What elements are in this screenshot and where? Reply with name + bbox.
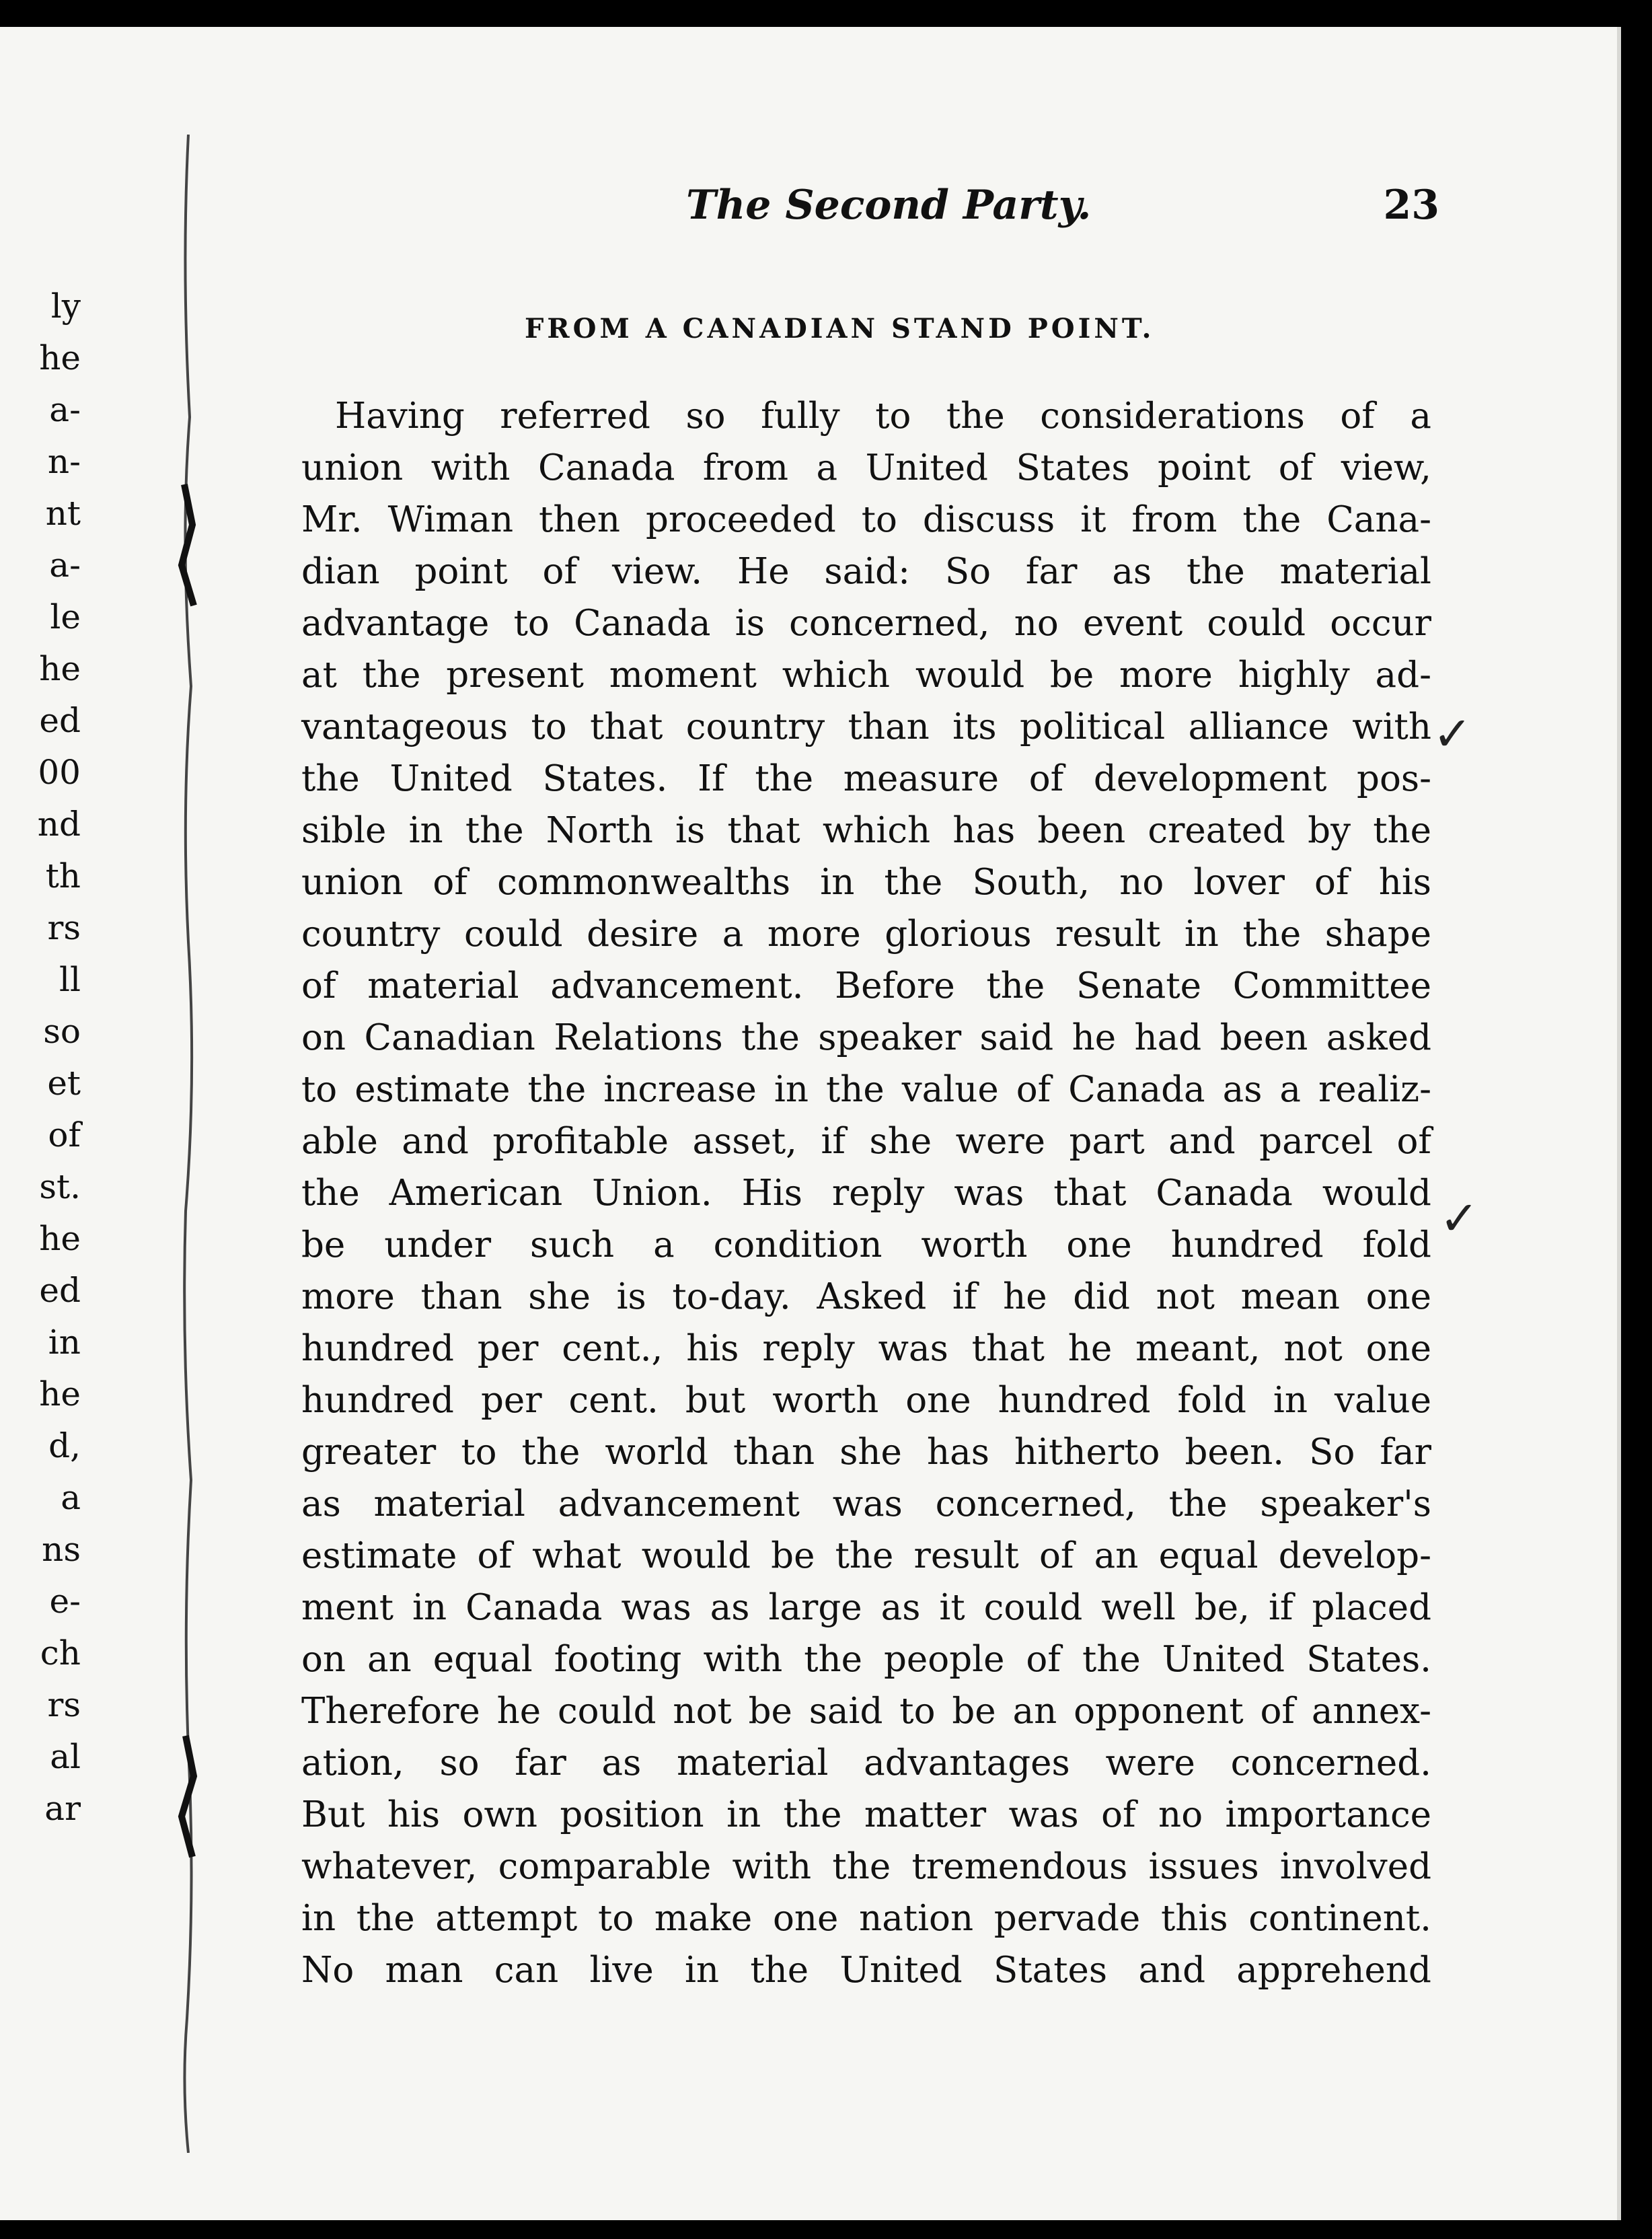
text-line: dian point of view. He said: So far as the material <box>301 551 1431 592</box>
facing-page-fragment: he <box>39 338 81 377</box>
text-line: at the present moment which would be more highly ad- <box>301 655 1431 696</box>
text-line: Having referred so fully to the considerations of a <box>335 396 1431 437</box>
facing-page-fragment: al <box>50 1737 81 1776</box>
text-line: estimate of what would be the result of an equal develop- <box>301 1535 1431 1576</box>
facing-page-fragment: he <box>39 1219 81 1258</box>
text-line: Therefore he could not be said to be an opponent of annex- <box>301 1691 1431 1732</box>
facing-page-fragment: of <box>48 1115 81 1154</box>
text-line: more than she is to-day. Asked if he did not mean one <box>301 1276 1431 1317</box>
text-line: ation, so far as material advantages were concerned. <box>301 1742 1431 1784</box>
text-line: be under such a condition worth one hundred fold <box>301 1224 1431 1265</box>
text-line: union with Canada from a United States point of view, <box>301 447 1431 488</box>
facing-page-fragment: so <box>43 1012 81 1051</box>
facing-page-fragment: a- <box>49 390 81 429</box>
facing-page-fragment: n- <box>47 442 81 481</box>
facing-page-fragment: he <box>39 649 81 688</box>
text-line: union of commonwealths in the South, no lover of his <box>301 862 1431 903</box>
facing-page-fragment: rs <box>47 908 81 947</box>
facing-page-fragment: le <box>50 597 81 636</box>
margin-check-mark: ✓ <box>1439 1191 1479 1246</box>
facing-page-fragment: ed <box>39 701 81 740</box>
text-line: ment in Canada was as large as it could well be, if placed <box>301 1587 1431 1628</box>
text-line: able and profitable asset, if she were part and parcel of <box>301 1121 1431 1162</box>
text-line: of material advancement. Before the Senate Committee <box>301 965 1431 1006</box>
text-line: hundred per cent., his reply was that he meant, not one <box>301 1328 1431 1369</box>
section-title: FROM A CANADIAN STAND POINT. <box>525 313 1155 344</box>
text-line: sible in the North is that which has been created by the <box>301 810 1431 851</box>
text-line: on an equal footing with the people of the United States. <box>301 1639 1431 1680</box>
text-line: on Canadian Relations the speaker said he had been asked <box>301 1017 1431 1058</box>
facing-page-fragment: he <box>39 1374 81 1414</box>
facing-page-fragment: rs <box>47 1685 81 1724</box>
facing-page-fragment: ar <box>44 1789 81 1828</box>
facing-page-fragment: st. <box>39 1167 81 1206</box>
text-line: country could desire a more glorious result in the shape <box>301 914 1431 955</box>
text-line: the United States. If the measure of development pos- <box>301 758 1431 799</box>
page-header <box>296 182 1439 249</box>
text-line: the American Union. His reply was that Canada would <box>301 1173 1431 1214</box>
facing-page-fragment: ll <box>59 960 81 999</box>
binding-thread <box>161 135 215 2153</box>
text-line: whatever, comparable with the tremendous issues involved <box>301 1846 1431 1887</box>
text-line: to estimate the increase in the value of Canada as a realiz- <box>301 1069 1431 1110</box>
facing-page-fragment: 00 <box>38 753 81 792</box>
text-line: But his own position in the matter was of no importance <box>301 1794 1431 1835</box>
facing-page-fragment: e- <box>49 1582 81 1621</box>
text-line: Mr. Wiman then proceeded to discuss it from the Cana- <box>301 499 1431 540</box>
running-head: The Second Party. <box>686 182 1092 229</box>
text-line: greater to the world than she has hitherto been. So far <box>301 1432 1431 1473</box>
facing-page-fragment: a- <box>49 546 81 585</box>
facing-page-fragment: et <box>47 1064 81 1103</box>
page-number: 23 <box>1383 182 1439 229</box>
facing-page-fragment: ly <box>50 287 81 326</box>
text-line: hundred per cent. but worth one hundred fold in value <box>301 1380 1431 1421</box>
facing-page-fragment: nt <box>45 494 81 533</box>
text-line: as material advancement was concerned, the speaker's <box>301 1483 1431 1525</box>
facing-page-fragment: in <box>48 1323 81 1362</box>
facing-page-fragment: th <box>45 856 81 895</box>
book-page <box>0 27 1621 2220</box>
text-line: in the attempt to make one nation pervade this continent. <box>301 1898 1431 1939</box>
facing-page-fragment: ch <box>40 1634 81 1673</box>
facing-page-bleed <box>0 27 108 2220</box>
text-line: No man can live in the United States and apprehend <box>301 1950 1431 1991</box>
margin-check-mark: ✓ <box>1433 706 1472 762</box>
facing-page-fragment: ns <box>42 1530 81 1569</box>
body-text <box>301 390 1431 1996</box>
facing-page-fragment: d, <box>48 1426 81 1465</box>
facing-page-fragment: a <box>61 1478 81 1517</box>
text-line: advantage to Canada is concerned, no event could occur <box>301 603 1431 644</box>
facing-page-fragment: ed <box>39 1271 81 1310</box>
text-line: vantageous to that country than its political alliance with <box>301 706 1431 747</box>
facing-page-fragment: nd <box>37 805 81 844</box>
